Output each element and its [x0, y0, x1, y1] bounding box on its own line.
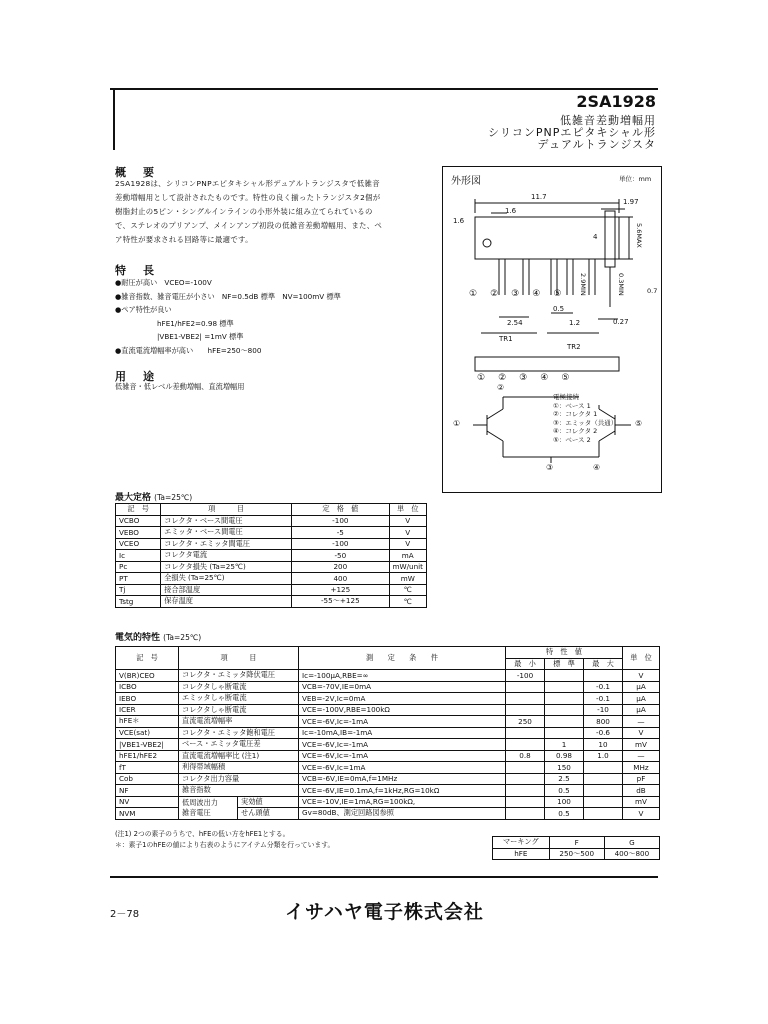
cell: V — [389, 527, 426, 539]
footer-rule — [110, 876, 658, 878]
cell — [584, 670, 623, 682]
dim-body-max: 5.6MAX — [635, 223, 643, 248]
ratings-heading — [115, 490, 192, 503]
cell: VCEO — [116, 538, 161, 550]
cell: V — [623, 727, 660, 739]
cell: VCE=-6V,IE=0.1mA,f=1kHz,RG=10kΩ — [299, 785, 506, 797]
cell: -100 — [292, 538, 389, 550]
cell: 1.0 — [584, 750, 623, 762]
cell: IEBO — [116, 693, 179, 705]
cell: コレクタしゃ断電流 — [179, 681, 299, 693]
circuit-pin-5: ⑤ — [635, 419, 643, 428]
conn-item: ①：ベース 1 — [553, 401, 591, 410]
conn-item: ⑤：ベース 2 — [553, 435, 591, 444]
dim-lead-min: 2.9MIN — [579, 273, 587, 296]
cell: コレクタ・エミッタ間電圧 — [161, 538, 292, 550]
table-row — [116, 550, 427, 562]
pin-1: ① — [469, 289, 491, 299]
pin-5: ⑤ — [561, 373, 583, 383]
cell: V — [623, 808, 660, 820]
cell: -0.1 — [584, 693, 623, 705]
col-typ: 標 準 — [545, 658, 584, 670]
table-row — [116, 762, 660, 774]
cell — [506, 773, 545, 785]
applications-heading: 用 途 — [115, 370, 157, 383]
cell: 400 — [292, 573, 389, 585]
cell: 250 — [506, 716, 545, 728]
overview-line: ア特性が要求される回路等に最適です。 — [115, 235, 253, 244]
cell — [584, 762, 623, 774]
note-line: (注1) 2つの素子のうちで、hFEの低い方をhFE1とする。 — [115, 830, 290, 838]
col-symbol: 記 号 — [116, 647, 179, 670]
cell — [584, 796, 623, 808]
cell: F — [549, 837, 604, 849]
col-rating: 定 格 値 — [292, 504, 389, 516]
cell: VCE(sat) — [116, 727, 179, 739]
table-row — [116, 538, 427, 550]
col-symbol: 記 号 — [116, 504, 161, 516]
cell: hFE1/hFE2 — [116, 750, 179, 762]
pin-1: ① — [477, 373, 499, 383]
cell: ICER — [116, 704, 179, 716]
cell: 全損失 (Ta=25℃) — [161, 573, 292, 585]
cell — [506, 808, 545, 820]
feature-line: |VBE1-VBE2| =1mV 標準 — [157, 332, 244, 341]
subtitle-1: 低雑音差動増幅用 — [560, 114, 656, 127]
cell — [545, 693, 584, 705]
conn-item: ②：コレクタ 1 — [553, 410, 598, 418]
conn-item: ④：コレクタ 2 — [553, 427, 598, 435]
table-row — [116, 670, 660, 682]
cell — [506, 704, 545, 716]
cell: 直流電流増幅率比 (注1) — [179, 750, 299, 762]
cell: ベース・エミッタ電圧差 — [179, 739, 299, 751]
cell: V — [389, 515, 426, 527]
cell: 0.5 — [545, 785, 584, 797]
feature-line: ●雑音指数、雑音電圧が小さい NF=0.5dB 標準 NV=100mV 標準 — [115, 291, 341, 301]
notes — [115, 829, 334, 851]
nv-item-line: 低周波出力 — [182, 797, 218, 807]
tr1-label: TR1 — [499, 335, 513, 343]
cell: 0.8 — [506, 750, 545, 762]
cell: VCE=-6V,Ic=-1mA — [299, 739, 506, 751]
note-line: ＊：素子1のhFEの値により右表のようにアイテム分類を行っています。 — [115, 841, 335, 849]
cell: 150 — [545, 762, 584, 774]
cell: エミッタ・ベース間電圧 — [161, 527, 292, 539]
col-max: 最 大 — [584, 658, 623, 670]
table-row — [493, 848, 660, 860]
table-row — [116, 739, 660, 751]
table-row — [116, 773, 660, 785]
cell — [584, 773, 623, 785]
cell: VCB=-70V,IE=0mA — [299, 681, 506, 693]
outline-drawing — [443, 167, 661, 492]
col-values: 特 性 値 — [506, 647, 623, 659]
cell: Gv=80dB、測定回路図参照 — [299, 808, 506, 820]
cell — [584, 785, 623, 797]
cell — [545, 716, 584, 728]
cell: G — [604, 837, 659, 849]
cell — [545, 670, 584, 682]
pin-2: ② — [490, 289, 512, 299]
table-row — [116, 515, 427, 527]
cell: 利得帯域幅積 — [179, 762, 299, 774]
table-row — [116, 716, 660, 728]
dim-width: 11.7 — [531, 193, 547, 201]
cell: Tj — [116, 584, 161, 596]
col-condition: 測 定 条 件 — [299, 647, 506, 670]
cell: -50 — [292, 550, 389, 562]
dim-top-offset: 1.6 — [453, 217, 465, 225]
cell: VCE=-100V,RBE=100kΩ — [299, 704, 506, 716]
cell: せん頭値 — [238, 808, 299, 820]
cell: コレクタ・ベース間電圧 — [161, 515, 292, 527]
cell — [506, 727, 545, 739]
cell: -100 — [506, 670, 545, 682]
cell: -0.6 — [584, 727, 623, 739]
cell: ℃ — [389, 596, 426, 608]
cell: -5 — [292, 527, 389, 539]
cell: 250〜500 — [549, 848, 604, 860]
cell: fT — [116, 762, 179, 774]
col-unit: 単 位 — [623, 647, 660, 670]
cell: Tstg — [116, 596, 161, 608]
cell: コレクタしゃ断電流 — [179, 704, 299, 716]
overview-heading: 概 要 — [115, 166, 157, 179]
cell: mV — [623, 796, 660, 808]
cell: pF — [623, 773, 660, 785]
cell: Pc — [116, 561, 161, 573]
overview-line: 差動増幅用として設計されたものです。特性の良く揃ったトランジスタ2個が — [115, 193, 381, 202]
page-number: 2－78 — [110, 909, 140, 920]
pin-labels-top — [469, 289, 574, 299]
features-list — [115, 276, 435, 357]
outline-title: 外形図 — [451, 176, 481, 187]
cell: |VBE1-VBE2| — [116, 739, 179, 751]
cell: hFE — [493, 848, 550, 860]
cell: — — [623, 716, 660, 728]
cell: μA — [623, 704, 660, 716]
header-bar — [113, 88, 115, 150]
cell: コレクタ電流 — [161, 550, 292, 562]
col-item: 項 目 — [161, 504, 292, 516]
cell: 0.5 — [545, 808, 584, 820]
cell: mW/unit — [389, 561, 426, 573]
outline-box — [442, 166, 662, 493]
cell: -55〜+125 — [292, 596, 389, 608]
circuit-pin-4: ④ — [593, 463, 601, 472]
feature-line: ●直流電流増幅率が高い hFE=250〜800 — [115, 345, 262, 355]
marking-table — [492, 836, 660, 860]
table-header-row — [116, 504, 427, 516]
cell: VCE=-6V,Ic=-1mA — [299, 716, 506, 728]
cell: VCE=-6V,Ic=1mA — [299, 762, 506, 774]
cell: コレクタ・エミッタ降伏電圧 — [179, 670, 299, 682]
ratings-title: 最大定格 — [115, 493, 152, 503]
cell: 400〜800 — [604, 848, 659, 860]
cell: VCE=-6V,Ic=-1mA — [299, 750, 506, 762]
tr2-label: TR2 — [567, 343, 581, 351]
table-row — [116, 727, 660, 739]
table-row — [116, 704, 660, 716]
electrical-title: 電気的特性 — [115, 633, 161, 643]
cell: dB — [623, 785, 660, 797]
header-rule — [110, 88, 658, 90]
feature-line: ●ペア特性が良い — [115, 305, 172, 314]
dim-thickness: 1.97 — [623, 198, 639, 206]
cell: VCB=-6V,IE=0mA,f=1MHz — [299, 773, 506, 785]
pin-labels-bottom — [477, 373, 582, 383]
cell: 接合部温度 — [161, 584, 292, 596]
cell: 10 — [584, 739, 623, 751]
cell: 保存温度 — [161, 596, 292, 608]
cell: 200 — [292, 561, 389, 573]
pin-4: ④ — [540, 373, 562, 383]
cell — [506, 785, 545, 797]
company-logo: イサハヤ電子株式会社 — [285, 901, 484, 923]
cell: Ic=-100μA,RBE=∞ — [299, 670, 506, 682]
cell: 直流電流増幅率 — [179, 716, 299, 728]
cell: 2.5 — [545, 773, 584, 785]
overview-line: 樹脂封止の5ピン・シングルインラインの小形外装に組み立てられているの — [115, 207, 373, 216]
dim-lead-thk: 0.7 — [647, 287, 658, 295]
cell — [584, 808, 623, 820]
cell: Ic=-10mA,IB=-1mA — [299, 727, 506, 739]
subtitle-2: シリコンPNPエピタキシャル形 — [488, 126, 656, 139]
table-header-row — [116, 647, 660, 659]
cell: 実効値 — [238, 796, 299, 808]
part-number: 2SA1928 — [576, 92, 656, 111]
dim-pitch-top: 1.6 — [505, 207, 517, 215]
table-row — [116, 527, 427, 539]
ratings-table — [115, 503, 427, 608]
cell — [506, 693, 545, 705]
pin-3: ③ — [511, 289, 533, 299]
cell: マーキング — [493, 837, 550, 849]
dim-height: 4 — [593, 233, 598, 241]
dim-standoff-min: 0.3MIN — [617, 273, 625, 296]
feature-line: hFE1/hFE2=0.98 標準 — [157, 318, 234, 328]
cell: Cob — [116, 773, 179, 785]
conn-title: 電極接続 — [553, 393, 579, 401]
cell: VEB=-2V,Ic=0mA — [299, 693, 506, 705]
dim-pitch: 2.54 — [507, 319, 523, 327]
cell: 800 — [584, 716, 623, 728]
cell: hFE＊ — [116, 716, 179, 728]
cell: V — [623, 670, 660, 682]
cell: 0.98 — [545, 750, 584, 762]
table-row — [116, 785, 660, 797]
table-row — [116, 681, 660, 693]
cell: -100 — [292, 515, 389, 527]
cell — [545, 704, 584, 716]
electrical-condition: (Ta=25℃) — [163, 633, 202, 642]
cell: NV — [116, 796, 179, 808]
overview-line: 2SA1928は、シリコンPNPエピタキシャル形デュアルトランジスタで低雑音 — [115, 179, 380, 188]
cell: mW — [389, 573, 426, 585]
cell: エミッタしゃ断電流 — [179, 693, 299, 705]
pin-2: ② — [498, 373, 520, 383]
cell — [506, 796, 545, 808]
cell: PT — [116, 573, 161, 585]
col-unit: 単 位 — [389, 504, 426, 516]
cell: コレクタ・エミッタ飽和電圧 — [179, 727, 299, 739]
table-row — [116, 573, 427, 585]
circuit-pin-1: ① — [453, 419, 461, 428]
electrical-table — [115, 646, 660, 820]
cell: -10 — [584, 704, 623, 716]
cell: VCBO — [116, 515, 161, 527]
ratings-condition: (Ta=25℃) — [154, 493, 193, 502]
col-item: 項 目 — [179, 647, 299, 670]
overview-text — [115, 177, 435, 247]
cell: μA — [623, 681, 660, 693]
cell: コレクタ損失 (Ta=25℃) — [161, 561, 292, 573]
cell: VCE=-10V,IE=1mA,RG=100kΩ, — [299, 796, 506, 808]
overview-line: で、ステレオのプリアンプ、メインアンプ初段の低雑音差動増幅用、また、ペ — [115, 221, 383, 230]
cell: NVM — [116, 808, 179, 820]
cell: 雑音指数 — [179, 785, 299, 797]
features-heading: 特 長 — [115, 264, 157, 277]
circuit-pin-2: ② — [497, 383, 505, 392]
cell: NF — [116, 785, 179, 797]
outline-unit: 単位：mm — [619, 175, 652, 183]
subtitle-3: デュアルトランジスタ — [537, 138, 656, 151]
cell: Ic — [116, 550, 161, 562]
table-row — [116, 750, 660, 762]
cell: mV — [623, 739, 660, 751]
conn-item: ③：エミッタ（共通） — [553, 418, 618, 427]
cell: mA — [389, 550, 426, 562]
cell — [545, 681, 584, 693]
table-row — [116, 796, 660, 808]
feature-line: ●耐圧が高い VCEO=-100V — [115, 278, 212, 287]
dim-lead-gap: 1.2 — [569, 319, 581, 327]
cell: コレクタ出力容量 — [179, 773, 299, 785]
table-row — [116, 561, 427, 573]
pin-5: ⑤ — [553, 289, 575, 299]
table-row — [116, 596, 427, 608]
cell: 100 — [545, 796, 584, 808]
connection-legend — [553, 393, 617, 444]
cell: — — [623, 750, 660, 762]
cell: VEBO — [116, 527, 161, 539]
table-header-row — [493, 837, 660, 849]
cell: 1 — [545, 739, 584, 751]
electrical-heading — [115, 630, 201, 643]
cell: V — [389, 538, 426, 550]
cell: ICBO — [116, 681, 179, 693]
cell: ℃ — [389, 584, 426, 596]
pin-3: ③ — [519, 373, 541, 383]
dim-lead-w: 0.5 — [553, 305, 565, 313]
applications-text: 低雑音・低レベル差動増幅、直流増幅用 — [115, 382, 245, 391]
cell — [179, 796, 238, 819]
cell: +125 — [292, 584, 389, 596]
cell — [506, 762, 545, 774]
circuit-pin-3: ③ — [546, 463, 554, 472]
pin-4: ④ — [532, 289, 554, 299]
cell: -0.1 — [584, 681, 623, 693]
table-row — [116, 693, 660, 705]
dim-side-lead: 0.27 — [613, 318, 629, 326]
cell: MHz — [623, 762, 660, 774]
cell: μA — [623, 693, 660, 705]
cell: V(BR)CEO — [116, 670, 179, 682]
cell — [545, 727, 584, 739]
col-min: 最 小 — [506, 658, 545, 670]
cell — [506, 681, 545, 693]
table-row — [116, 584, 427, 596]
nv-item-line: 雑音電圧 — [182, 807, 211, 817]
cell — [506, 739, 545, 751]
